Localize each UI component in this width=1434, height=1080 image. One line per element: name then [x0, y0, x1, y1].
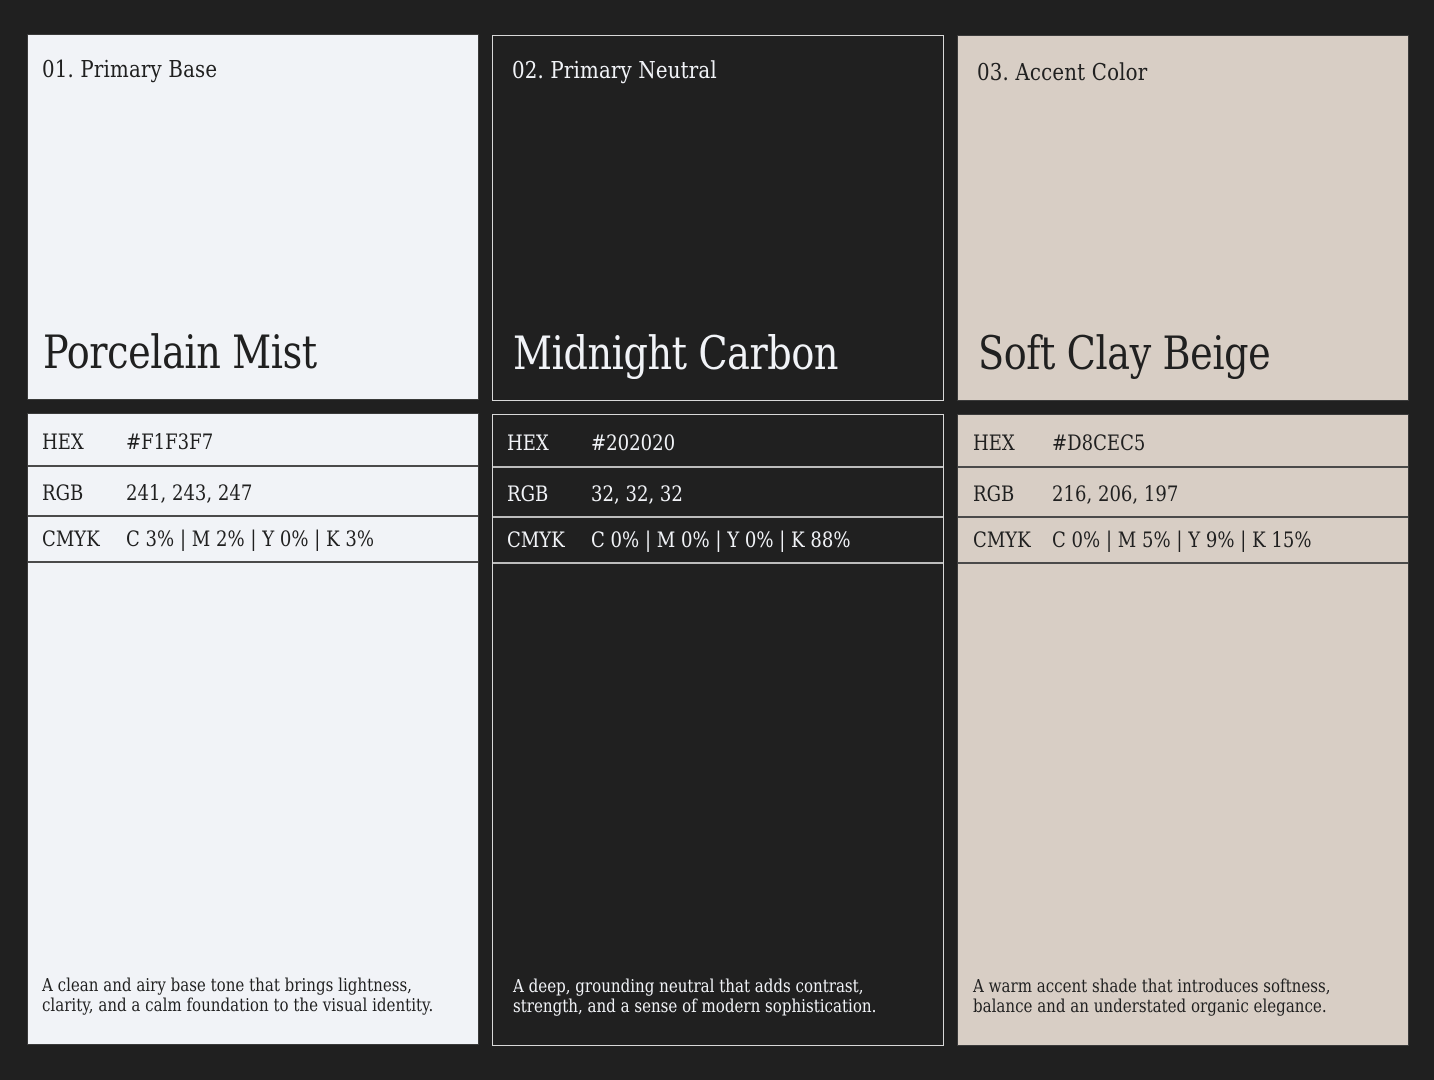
color-name: Soft Clay Beige	[978, 326, 1271, 380]
rgb-row	[28, 467, 478, 517]
color-description: A clean and airy base tone that brings lightness, clarity, and a calm foundation to the visual identity.	[42, 976, 434, 1016]
rgb-row	[958, 468, 1408, 518]
cmyk-key: CMYK	[507, 528, 565, 552]
cmyk-row	[493, 518, 943, 564]
cmyk-value: C 0% | M 5% | Y 9% | K 15%	[1052, 528, 1312, 552]
rgb-value: 32, 32, 32	[591, 482, 683, 506]
rgb-value: 241, 243, 247	[126, 481, 253, 505]
hex-key: HEX	[507, 431, 549, 455]
hex-value: #D8CEC5	[1052, 431, 1146, 455]
rgb-value: 216, 206, 197	[1052, 482, 1179, 506]
rgb-row	[493, 468, 943, 518]
cmyk-row	[958, 518, 1408, 564]
color-label: 03. Accent Color	[977, 60, 1148, 86]
color-description: A deep, grounding neutral that adds contrast, strength, and a sense of modern sophistication.	[513, 977, 877, 1017]
hex-row	[493, 415, 943, 468]
rgb-key: RGB	[507, 482, 549, 506]
swatch-card	[27, 34, 479, 400]
hex-value: #202020	[591, 431, 676, 455]
cmyk-value: C 3% | M 2% | Y 0% | K 3%	[126, 527, 375, 551]
rgb-key: RGB	[973, 482, 1015, 506]
hex-row	[958, 415, 1408, 468]
spec-card	[492, 414, 944, 1046]
cmyk-value: C 0% | M 0% | Y 0% | K 88%	[591, 528, 851, 552]
spec-card	[27, 413, 479, 1045]
color-label: 01. Primary Base	[42, 57, 218, 83]
cmyk-key: CMYK	[42, 527, 100, 551]
swatch-card	[492, 35, 944, 401]
rgb-key: RGB	[42, 481, 84, 505]
hex-key: HEX	[973, 431, 1015, 455]
color-name: Midnight Carbon	[513, 326, 839, 380]
hex-key: HEX	[42, 430, 84, 454]
spec-card	[957, 414, 1409, 1046]
color-name: Porcelain Mist	[43, 325, 317, 379]
color-description: A warm accent shade that introduces softness, balance and an understated organic elegance.	[973, 977, 1331, 1017]
cmyk-key: CMYK	[973, 528, 1031, 552]
hex-row	[28, 414, 478, 467]
hex-value: #F1F3F7	[126, 430, 214, 454]
cmyk-row	[28, 517, 478, 563]
color-label: 02. Primary Neutral	[512, 58, 717, 84]
swatch-card	[957, 35, 1409, 401]
